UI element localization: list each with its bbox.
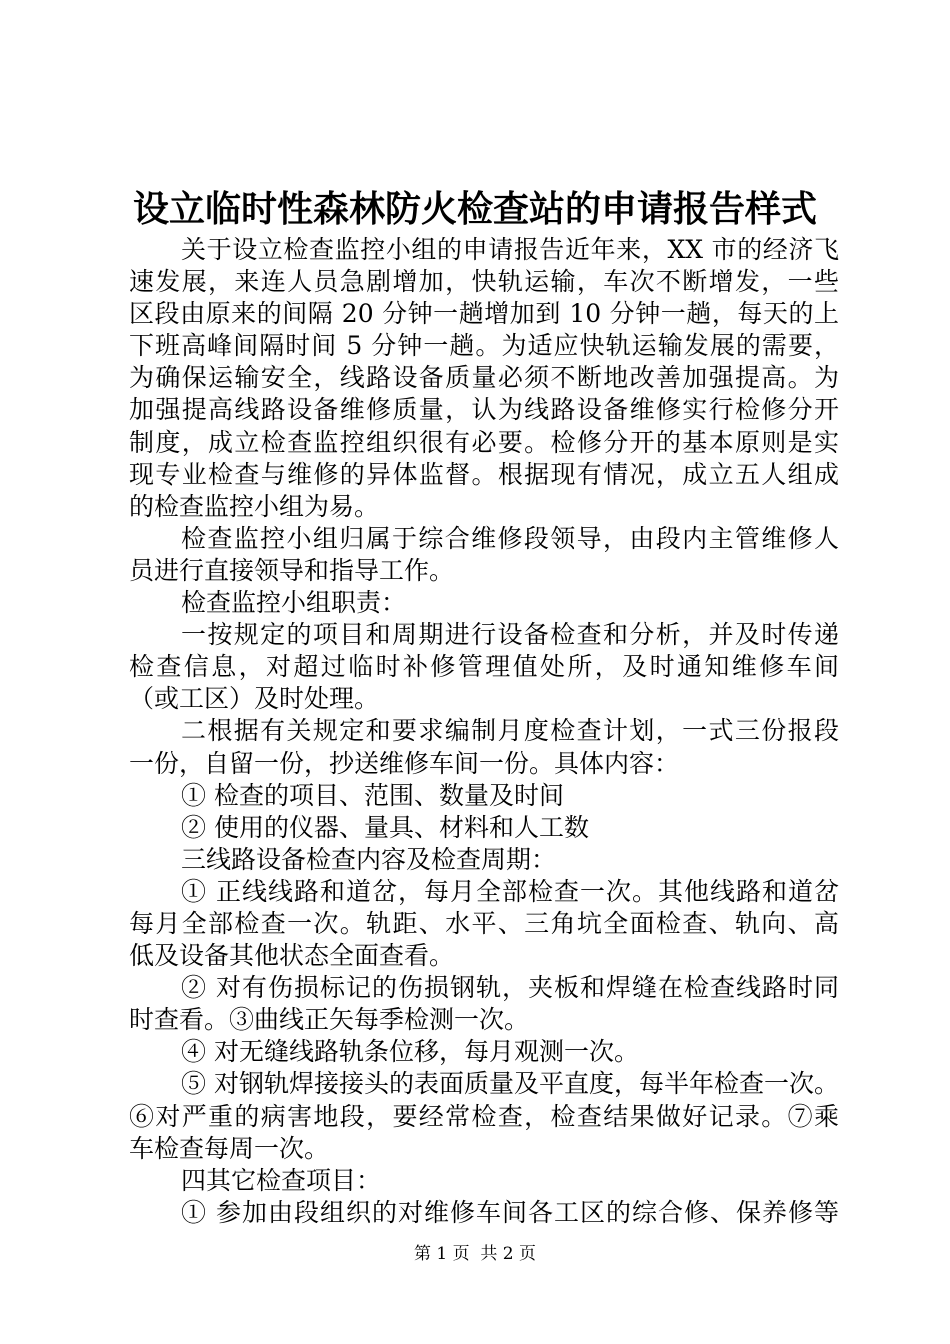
paragraph-line: 时查看。③曲线正矢每季检测一次。 (129, 1005, 530, 1035)
paragraph-line: ② 使用的仪器、量具、材料和人工数 (181, 812, 589, 842)
paragraph-line: ⑤ 对钢轨焊接接头的表面质量及平直度，每半年检查一次。 (181, 1069, 839, 1099)
paragraph-line: 速发展，来连人员急剧增加，快轨运输，车次不断增发，一些 (129, 267, 839, 297)
paragraph-line: ① 正线线路和道岔，每月全部检查一次。其他线路和道岔 (181, 876, 839, 906)
paragraph-line: ① 检查的项目、范围、数量及时间 (181, 780, 564, 810)
paragraph-line: 关于设立检查监控小组的申请报告近年来，XX 市的经济飞 (181, 235, 839, 264)
paragraph-line: 检查信息，对超过临时补修管理值处所，及时通知维修车间 (129, 652, 839, 682)
paragraph-line: 员进行直接领导和指导工作。 (129, 555, 455, 585)
paragraph-line: 三线路设备检查内容及检查周期： (181, 844, 557, 874)
paragraph-line: 每月全部检查一次。轨距、水平、三角坑全面检查、轨向、高 (129, 908, 839, 938)
paragraph-line: 区段由原来的间隔 20 分钟一趟增加到 10 分钟一趟，每天的上 (129, 299, 839, 329)
paragraph-line: 检查监控小组职责： (181, 588, 407, 618)
paragraph-line: 现专业检查与维修的异体监督。根据现有情况，成立五人组成 (129, 459, 839, 489)
paragraph-line: 制度，成立检查监控组织很有必要。检修分开的基本原则是实 (129, 427, 839, 457)
paragraph-line: ② 对有伤损标记的伤损钢轨，夹板和焊缝在检查线路时同 (181, 973, 839, 1003)
paragraph-line: ⑥对严重的病害地段，要经常检查，检查结果做好记录。⑦乘 (129, 1101, 839, 1131)
document-body (129, 234, 839, 1229)
paragraph-line: ① 参加由段组织的对维修车间各工区的综合修、保养修等 (181, 1197, 839, 1227)
paragraph-line: 为确保运输安全，线路设备质量必须不断地改善加强提高。为 (129, 363, 839, 393)
paragraph-line: 低及设备其他状态全面查看。 (129, 941, 455, 971)
paragraph-line: 一份，自留一份，抄送维修车间一份。具体内容： (129, 748, 680, 778)
paragraph-line: 下班高峰间隔时间 5 分钟一趟。为适应快轨运输发展的需要， (129, 331, 839, 361)
paragraph-line: 四其它检查项目： (181, 1165, 382, 1195)
document-title: 设立临时性森林防火检查站的申请报告样式 (132, 188, 817, 230)
paragraph-line: 二根据有关规定和要求编制月度检查计划，一式三份报段 (181, 716, 839, 746)
paragraph-line: 检查监控小组归属于综合维修段领导，由段内主管维修人 (181, 523, 839, 553)
paragraph-line: （或工区）及时处理。 (129, 684, 380, 714)
paragraph-line: 一按规定的项目和周期进行设备检查和分析，并及时传递 (181, 620, 839, 650)
page-number-footer: 第 1 页 共 2 页 (413, 1244, 537, 1264)
paragraph-line: 车检查每周一次。 (129, 1133, 330, 1163)
paragraph-line: 的检查监控小组为易。 (129, 491, 380, 521)
paragraph-line: ④ 对无缝线路轨条位移，每月观测一次。 (181, 1037, 639, 1067)
paragraph-line: 加强提高线路设备维修质量，认为线路设备维修实行检修分开 (129, 395, 839, 425)
